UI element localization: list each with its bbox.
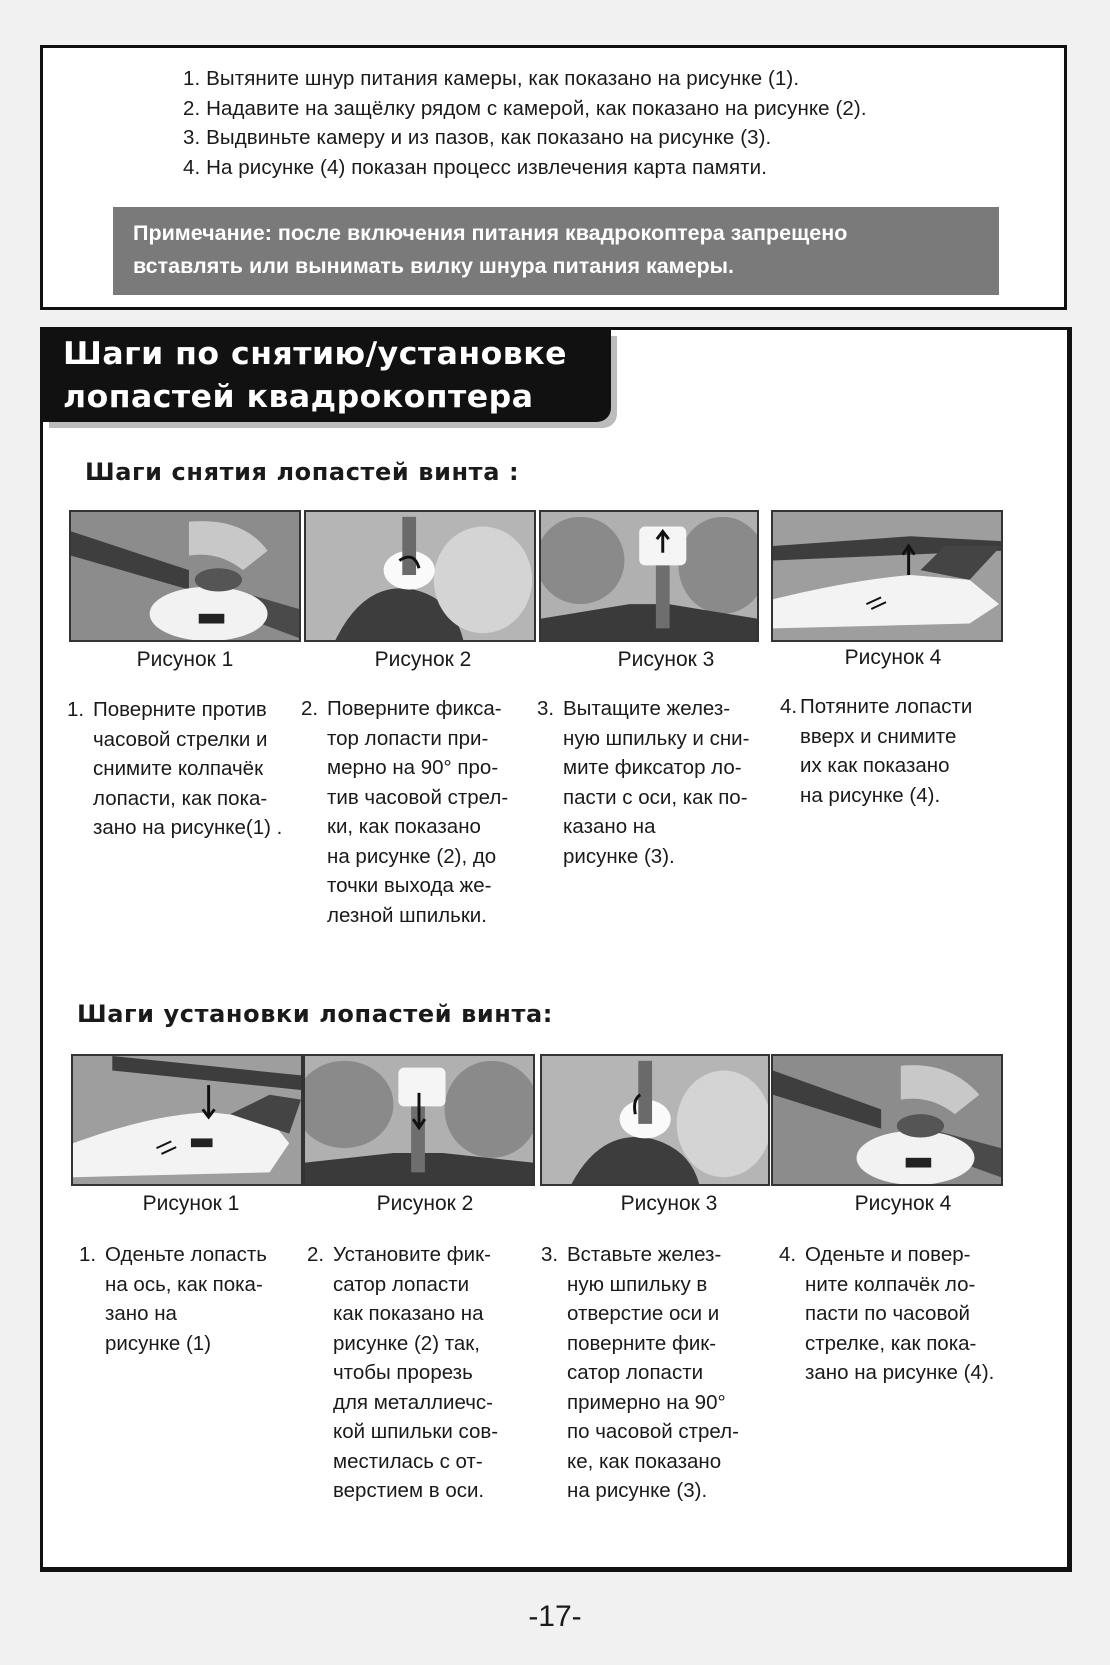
warning-note-line-2: вставлять или вынимать вилку шнура питания камеры.: [133, 254, 735, 278]
install-step-1-line: Оденьте лопасть: [105, 1243, 267, 1266]
propeller-section: [40, 327, 1072, 1572]
removal-caption-4: Рисунок 4: [844, 646, 942, 669]
removal-step-4-line: их как показано: [800, 754, 950, 777]
removal-caption-3: Рисунок 3: [617, 648, 715, 671]
install-step-2-line: местилась с от-: [333, 1449, 483, 1473]
install-step-2-line: рисунке (2) так,: [333, 1331, 480, 1355]
install-heading: Шаги установки лопастей винта:: [77, 1000, 553, 1028]
install-photo-2: [303, 1054, 535, 1186]
removal-step-4-line: вверх и снимите: [800, 724, 957, 748]
install-step-4-line: пасти по часовой: [805, 1302, 970, 1325]
removal-step-2-line: лезной шпильки.: [327, 903, 487, 927]
removal-caption-1: Рисунок 1: [136, 648, 234, 671]
removal-step-3-line: пасти с оси, как по-: [563, 785, 748, 809]
install-step-3-line: примерно на 90°: [567, 1390, 726, 1414]
camera-step-1: 1. Вытяните шнур питания камеры, как показано на рисунке (1).: [183, 67, 800, 90]
section-title-line-1: Шаги по снятию/установке: [63, 336, 567, 372]
removal-step-2-line: мерно на 90° про-: [327, 756, 499, 779]
removal-step-2-line: тив часовой стрел-: [327, 785, 509, 809]
install-step-4-number: 4.: [779, 1243, 797, 1266]
removal-step-2-line: на рисунке (2), до: [327, 844, 497, 868]
install-caption-4: Рисунок 4: [854, 1192, 952, 1215]
install-step-2: [307, 1240, 499, 1506]
install-step-3-line: поверните фик-: [567, 1331, 717, 1355]
install-step-4-line: зано на рисунке (4).: [805, 1361, 995, 1384]
camera-step-3: 3. Выдвиньте камеру и из пазов, как показано на рисунке (3).: [183, 126, 772, 149]
section-title-banner: [43, 330, 611, 422]
removal-step-2-number: 2.: [301, 697, 319, 720]
install-photo-3: [540, 1054, 770, 1186]
install-step-2-line: Установите фик-: [333, 1243, 491, 1266]
removal-step-2-line: точки выхода же-: [327, 874, 492, 897]
removal-step-4-line: на рисунке (4).: [800, 783, 941, 807]
install-step-4-line: ните колпачёк ло-: [805, 1272, 976, 1296]
install-step-2-line: чтобы прорезь: [333, 1361, 473, 1384]
install-step-3-line: ную шпильку в: [567, 1272, 708, 1296]
removal-step-4-number: 4.: [780, 695, 798, 718]
install-step-2-line: как показано на: [333, 1302, 484, 1325]
install-step-3-line: на рисунке (3).: [567, 1479, 708, 1502]
removal-step-1-line: лопасти, как пока-: [93, 786, 268, 810]
removal-step-1-line: Поверните против: [93, 698, 267, 721]
removal-step-2-line: ки, как показано: [327, 815, 481, 838]
removal-step-3-line: Вытащите желез-: [563, 697, 731, 720]
install-caption-1: Рисунок 1: [142, 1192, 240, 1215]
install-step-4-line: стрелке, как пока-: [805, 1331, 977, 1355]
install-step-3-number: 3.: [541, 1243, 559, 1266]
install-step-3-line: ке, как показано: [567, 1449, 722, 1473]
removal-step-1-line: зано на рисунке(1) .: [93, 816, 283, 839]
install-photo-4: [771, 1054, 1003, 1186]
removal-step-3-line: рисунке (3).: [563, 844, 675, 868]
removal-step-1-line: снимите колпачёк: [93, 757, 264, 780]
camera-steps-list: [183, 64, 867, 182]
page-number: -17-: [528, 1600, 582, 1633]
section-title-line-2: лопастей квадрокоптера: [63, 379, 534, 415]
install-step-4: [779, 1240, 995, 1388]
removal-step-2-line: тор лопасти при-: [327, 726, 489, 750]
install-step-2-number: 2.: [307, 1243, 325, 1266]
install-step-3-line: по часовой стрел-: [567, 1420, 739, 1443]
install-step-1-number: 1.: [79, 1243, 97, 1266]
install-step-2-line: для металлиечс-: [333, 1390, 493, 1414]
camera-step-2: 2. Надавите на защёлку рядом с камерой, как показано на рисунке (2).: [183, 96, 867, 120]
removal-photo-2: [304, 510, 536, 642]
removal-step-2-line: Поверните фикса-: [327, 697, 502, 720]
removal-caption-2: Рисунок 2: [374, 648, 472, 671]
install-step-2-line: кой шпильки сов-: [333, 1420, 499, 1443]
removal-step-3-number: 3.: [537, 697, 555, 720]
install-step-1-line: на ось, как пока-: [105, 1272, 263, 1296]
camera-step-4: 4. На рисунке (4) показан процесс извлечения карта памяти.: [183, 155, 767, 179]
removal-step-3-line: мите фиксатор ло-: [563, 756, 742, 779]
install-step-3: [541, 1240, 739, 1506]
warning-note: [113, 207, 999, 295]
install-step-2-line: верстием в оси.: [333, 1479, 485, 1502]
install-step-1-line: рисунке (1): [105, 1331, 212, 1355]
removal-step-2: [301, 694, 509, 930]
install-step-3-line: Вставьте желез-: [567, 1243, 722, 1266]
camera-instructions-box: [40, 45, 1067, 310]
install-step-4-line: Оденьте и повер-: [805, 1243, 971, 1266]
install-step-3-line: отверстие оси и: [567, 1302, 720, 1325]
install-step-3-line: сатор лопасти: [567, 1361, 704, 1384]
removal-heading: Шаги снятия лопастей винта :: [85, 458, 520, 486]
removal-step-4-line: Потяните лопасти: [800, 695, 973, 718]
removal-step-4: [780, 692, 973, 810]
removal-step-3-line: ную шпильку и сни-: [563, 726, 750, 750]
install-step-1-line: зано на: [105, 1302, 177, 1325]
removal-step-1-number: 1.: [67, 698, 85, 721]
warning-note-line-1: Примечание: после включения питания квадрокоптера запрещено: [133, 221, 848, 245]
removal-step-3: [537, 694, 750, 871]
install-step-1: [79, 1240, 267, 1358]
install-step-2-line: сатор лопасти: [333, 1272, 470, 1296]
install-caption-3: Рисунок 3: [620, 1192, 718, 1215]
removal-photo-3: [539, 510, 759, 642]
removal-step-1-line: часовой стрелки и: [93, 727, 268, 751]
removal-photo-1: [69, 510, 301, 642]
removal-step-3-line: казано на: [563, 815, 656, 838]
install-photo-1: [71, 1054, 303, 1186]
removal-step-1: [67, 695, 283, 843]
install-caption-2: Рисунок 2: [376, 1192, 474, 1215]
removal-photo-4: [771, 510, 1003, 642]
